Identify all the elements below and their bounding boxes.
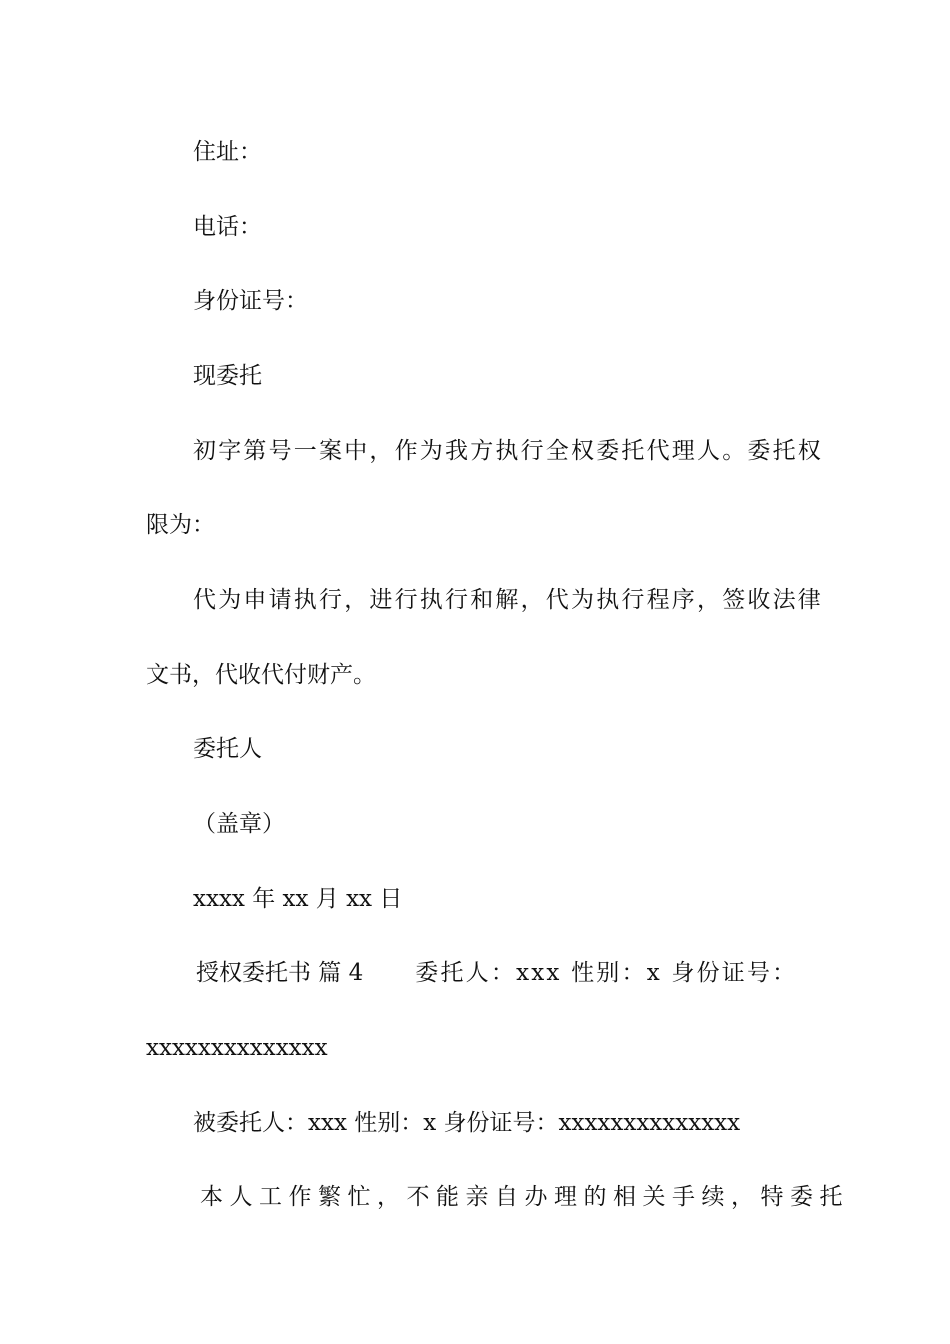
scope-paragraph-line-1: 代为申请执行，进行执行和解，代为执行程序，签收法律 bbox=[193, 587, 823, 613]
address-label: 住址： bbox=[193, 139, 262, 165]
case-paragraph-line-1: 初字第号一案中，作为我方执行全权委托代理人。委托权 bbox=[193, 438, 823, 464]
principal-id-value: xxxxxxxxxxxxxx bbox=[146, 1035, 328, 1061]
principal-info: 委托人：xxx 性别：x 身份证号： bbox=[415, 960, 798, 986]
seal-label: （盖章） bbox=[193, 811, 285, 837]
agent-info: 被委托人：xxx 性别：x 身份证号：xxxxxxxxxxxxxx bbox=[193, 1110, 741, 1136]
scope-paragraph-line-2: 文书，代收代付财产。 bbox=[146, 662, 376, 688]
date-line: xxxx 年 xx 月 xx 日 bbox=[193, 886, 403, 912]
id-number-label: 身份证号： bbox=[193, 288, 308, 314]
section-heading-row bbox=[196, 958, 797, 988]
reason-paragraph-line-1: 本人工作繁忙，不能亲自办理的相关手续，特委托 bbox=[200, 1184, 849, 1210]
section-title: 授权委托书 篇 4 bbox=[196, 960, 364, 986]
phone-label: 电话： bbox=[193, 214, 262, 240]
now-entrust-text: 现委托 bbox=[193, 363, 262, 389]
case-paragraph-line-2: 限为： bbox=[146, 512, 215, 538]
principal-signature-label: 委托人 bbox=[193, 736, 262, 762]
